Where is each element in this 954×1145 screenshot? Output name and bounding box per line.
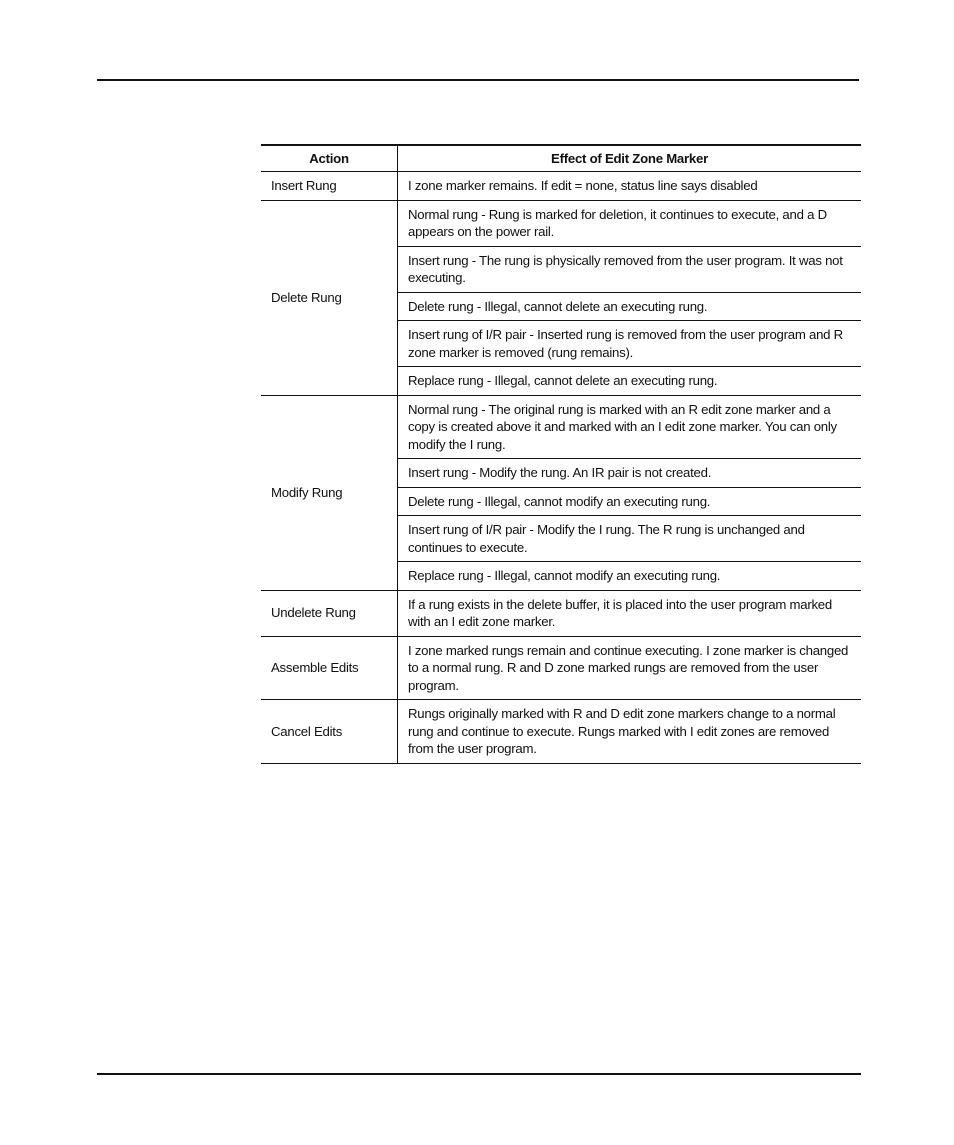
effect-cell: Insert rung of I/R pair - Modify the I rung. The R rung is unchanged and continues to execute. xyxy=(398,516,862,562)
effect-cell: If a rung exists in the delete buffer, it is placed into the user program marked with an I edit zone marker. xyxy=(398,590,862,636)
table-row xyxy=(261,636,861,700)
header-rule xyxy=(97,79,859,81)
effect-cell: Normal rung - Rung is marked for deletion, it continues to execute, and a D appears on the power rail. xyxy=(398,200,862,246)
effect-cell: Replace rung - Illegal, cannot delete an executing rung. xyxy=(398,367,862,396)
table-row xyxy=(261,590,861,636)
table-row xyxy=(261,200,861,246)
action-cell: Delete Rung xyxy=(261,200,398,395)
effect-cell: Delete rung - Illegal, cannot delete an executing rung. xyxy=(398,292,862,321)
effect-cell: Insert rung of I/R pair - Inserted rung is removed from the user program and R zone marker is removed (rung remains). xyxy=(398,321,862,367)
effect-cell: I zone marker remains. If edit = none, status line says disabled xyxy=(398,172,862,201)
action-cell: Undelete Rung xyxy=(261,590,398,636)
effect-cell: Insert rung - Modify the rung. An IR pair is not created. xyxy=(398,459,862,488)
action-cell: Assemble Edits xyxy=(261,636,398,700)
effect-cell: I zone marked rungs remain and continue executing. I zone marker is changed to a normal rung. R and D zone marked rungs are removed from the user program. xyxy=(398,636,862,700)
action-cell: Modify Rung xyxy=(261,395,398,590)
effect-cell: Rungs originally marked with R and D edit zone markers change to a normal rung and continue to execute. Rungs marked with I edit zones are removed from the user program. xyxy=(398,700,862,764)
header-effect: Effect of Edit Zone Marker xyxy=(398,145,862,172)
effect-cell: Replace rung - Illegal, cannot modify an executing rung. xyxy=(398,562,862,591)
effect-cell: Normal rung - The original rung is marked with an R edit zone marker and a copy is created above it and marked with an I edit zone marker. You can only modify the I rung. xyxy=(398,395,862,459)
table-body xyxy=(261,172,861,764)
edit-zone-table xyxy=(261,144,861,764)
effect-cell: Delete rung - Illegal, cannot modify an executing rung. xyxy=(398,487,862,516)
header-action: Action xyxy=(261,145,398,172)
action-cell: Cancel Edits xyxy=(261,700,398,764)
table-row xyxy=(261,395,861,459)
effect-cell: Insert rung - The rung is physically removed from the user program. It was not executing. xyxy=(398,246,862,292)
table-row xyxy=(261,172,861,201)
footer-rule xyxy=(97,1073,861,1075)
table-header-row xyxy=(261,145,861,172)
action-cell: Insert Rung xyxy=(261,172,398,201)
table-row xyxy=(261,700,861,764)
